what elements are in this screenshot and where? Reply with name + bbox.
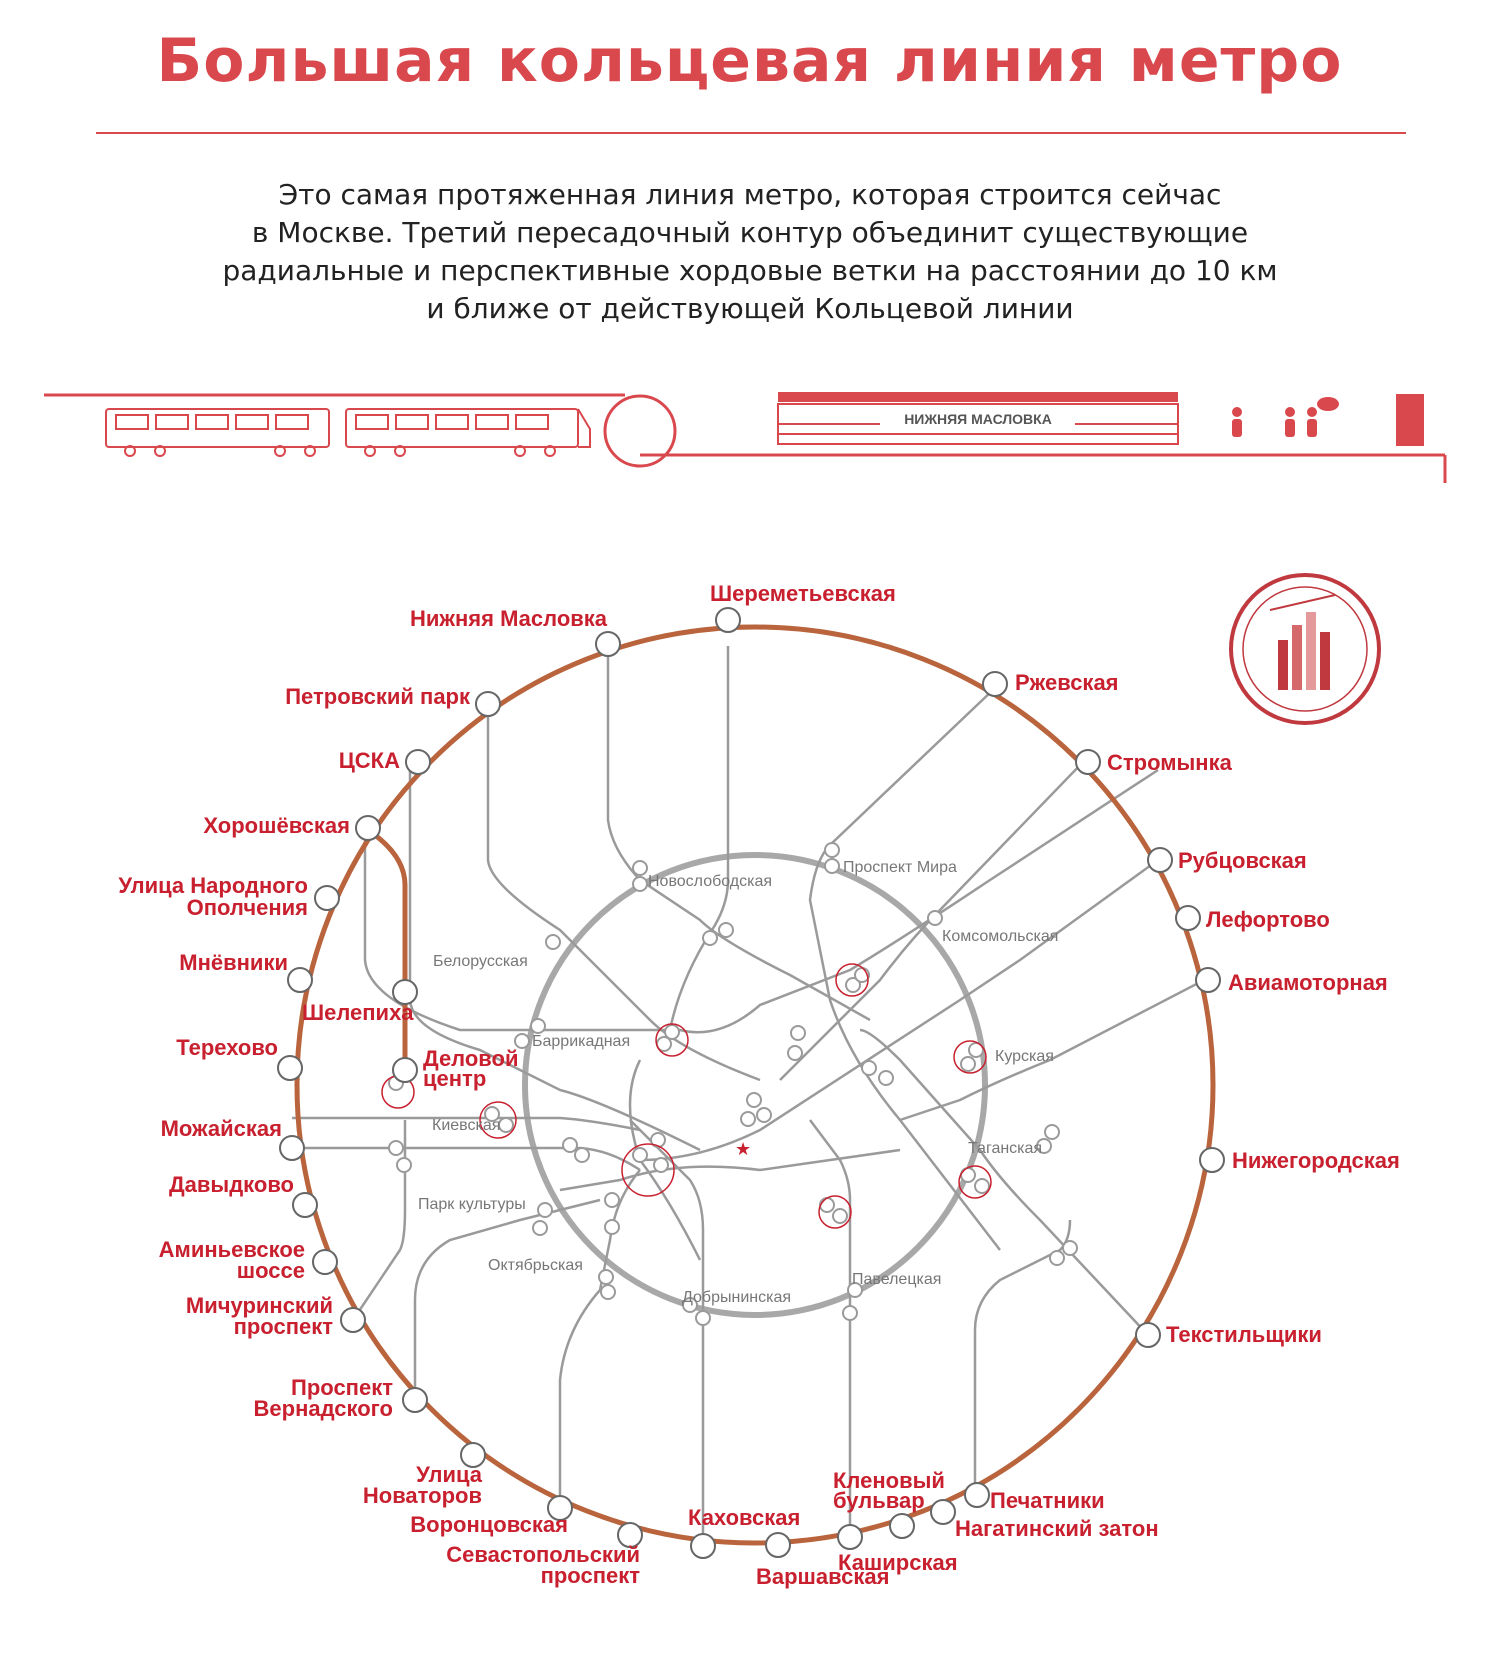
station-label-khoroshevskaya: Хорошёвская: [203, 813, 350, 838]
station-label-kashirskaya: Каширская: [838, 1550, 958, 1575]
station-dot-pechatniki: [965, 1483, 989, 1507]
station-label-tekstilshchiki: Текстильщики: [1166, 1322, 1322, 1347]
ring-label-kievskaya: Киевская: [432, 1117, 501, 1134]
station-label-michurinsky-prospekt: Мичуринский проспект: [185, 1293, 333, 1339]
station-dot-tekstilshchiki: [1136, 1323, 1160, 1347]
ring-label-belorusskaya: Белорусская: [433, 953, 528, 970]
station-dot-terekhovo: [278, 1056, 302, 1080]
ring-label-kurskaya: Курская: [995, 1048, 1054, 1065]
ring-label-prospekt-mira: Проспект Мира: [843, 859, 957, 876]
station-dot-nizhnyaya-maslovka: [596, 632, 620, 656]
station-dot-mnevniki: [288, 968, 312, 992]
station-dot-cska: [406, 750, 430, 774]
station-label-lefortovo: Лефортово: [1206, 907, 1330, 932]
station-label-sevastopolsky-prospekt: Севастопольский проспект: [446, 1542, 640, 1588]
station-label-narodnogo-opolcheniya: Улица Народного Ополчения: [118, 873, 308, 920]
station-dot-mozhayskaya: [280, 1136, 304, 1160]
people-icon: [1285, 397, 1339, 437]
intro-line: радиальные и перспективные хордовые ветки на расстоянии до 10 км: [222, 254, 1278, 287]
center-star-icon: ★: [735, 1139, 752, 1160]
ring-label-barrikadnaya: Баррикадная: [532, 1033, 631, 1050]
ring-label-novoslobodskaya: Новослободская: [648, 873, 773, 890]
station-dot-kashirskaya: [838, 1525, 862, 1549]
station-label-terekhovo: Терехово: [176, 1035, 278, 1060]
station-label-nagatinsky-zaton: Нагатинский затон: [955, 1516, 1159, 1541]
station-label-vorontsovskaya: Воронцовская: [410, 1512, 568, 1537]
station-label-rubtsovskaya: Рубцовская: [1178, 848, 1307, 873]
station-label-mozhayskaya: Можайская: [160, 1116, 282, 1141]
station-dot-aviamotornaya: [1196, 968, 1220, 992]
station-dot-michurinsky-prospekt: [341, 1308, 365, 1332]
station-dot-stromynka: [1076, 750, 1100, 774]
station-label-nizhegorodskaya: Нижегородская: [1232, 1148, 1400, 1173]
platform-sign-label: НИЖНЯЯ МАСЛОВКА: [904, 411, 1052, 427]
bkl-station-dots: [278, 608, 1224, 1558]
ring-label-dobryninskaya: Добрынинская: [682, 1289, 791, 1306]
station-label-aminyevskoye-shosse: Аминьевское шоссе: [158, 1237, 305, 1283]
station-dot-khoroshevskaya: [356, 816, 380, 840]
station-label-sheremetyevskaya: Шереметьевская: [710, 581, 896, 606]
transfer-rings: [382, 964, 991, 1228]
elevator-icon: [1396, 394, 1424, 446]
station-dot-nagatinsky-zaton: [931, 1500, 955, 1524]
ring-label-komsomolskaya: Комсомольская: [942, 928, 1059, 945]
station-dot-narodnogo-opolcheniya: [315, 886, 339, 910]
station-label-mnevniki: Мнёвники: [179, 950, 288, 975]
station-dot-rubtsovskaya: [1148, 848, 1172, 872]
station-label-cska: ЦСКА: [338, 748, 400, 773]
station-label-prospekt-vernadskogo: Проспект Вернадского: [253, 1375, 393, 1421]
koltsevaya-ring: [525, 855, 985, 1315]
station-dot-davydkovo: [293, 1193, 317, 1217]
ring-label-oktyabrskaya: Октябрьская: [488, 1257, 583, 1274]
intro-line: и ближе от действующей Кольцевой линии: [426, 292, 1074, 325]
station-label-rzhevskaya: Ржевская: [1015, 670, 1119, 695]
intro-line: Это самая протяженная линия метро, которая строится сейчас: [278, 178, 1222, 211]
station-dot-aminyevskoye-shosse: [313, 1250, 337, 1274]
stroy-complex-emblem: [1231, 575, 1379, 723]
station-dot-nizhegorodskaya: [1200, 1148, 1224, 1172]
station-label-ulitsa-novatorov: Улица Новаторов: [362, 1462, 482, 1508]
bkl-shelepikha-branch: [368, 830, 405, 1070]
station-label-davydkovo: Давыдково: [168, 1172, 294, 1197]
station-label-aviamotornaya: Авиамоторная: [1228, 970, 1388, 995]
station-label-petrovsky-park: Петровский парк: [285, 684, 470, 709]
bkl-station-labels: [118, 581, 1400, 1589]
train-icon: [106, 409, 590, 456]
station-dot-rzhevskaya: [983, 672, 1007, 696]
ring-label-park-kultury: Парк культуры: [418, 1196, 526, 1213]
station-label-nizhnyaya-maslovka: Нижняя Масловка: [410, 606, 608, 631]
station-dot-varshavskaya: [766, 1533, 790, 1557]
station-banner: [44, 392, 1445, 483]
station-label-klenovy-bulvar: Кленовый бульвар: [833, 1468, 945, 1513]
station-dot-lefortovo: [1176, 906, 1200, 930]
interchange-nodes: [389, 843, 1077, 1325]
page-title: Большая кольцевая линия метро: [156, 26, 1343, 96]
station-dot-sheremetyevskaya: [716, 608, 740, 632]
station-label-stromynka: Стромынка: [1107, 750, 1232, 775]
station-dot-delovoy-tsentr: [393, 1058, 417, 1082]
station-label-shelepikha: Шелепиха: [302, 1000, 414, 1025]
ring-label-taganskaya: Таганская: [968, 1140, 1043, 1157]
station-label-kakhovskaya: Каховская: [688, 1505, 801, 1530]
ring-station-labels: [418, 859, 1058, 1306]
station-label-pechatniki: Печатники: [990, 1488, 1105, 1513]
ring-label-paveletskaya: Павелецкая: [852, 1271, 942, 1288]
station-dot-klenovy-bulvar: [890, 1514, 914, 1538]
person-icon: [1232, 407, 1242, 437]
intro-line: в Москве. Третий пересадочный контур объединит существующие: [251, 216, 1249, 249]
station-dot-petrovsky-park: [476, 692, 500, 716]
station-dot-kakhovskaya: [691, 1534, 715, 1558]
station-label-delovoy-tsentr: Деловой центр: [423, 1046, 519, 1091]
station-dot-prospekt-vernadskogo: [403, 1388, 427, 1412]
station-label-varshavskaya: Варшавская: [756, 1564, 890, 1589]
